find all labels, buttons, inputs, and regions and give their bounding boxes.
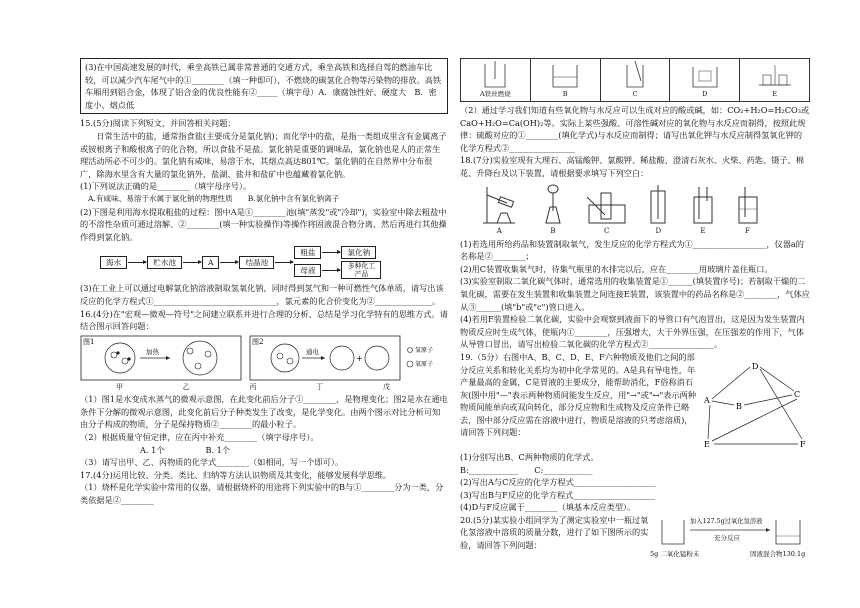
q20-add-label: 加入127.5g过氧化氢溶液 xyxy=(690,517,763,525)
flow-arrow xyxy=(322,252,340,253)
q19-relation-diagram xyxy=(702,361,810,451)
q19-1-blanks: B:____________ C:____________ xyxy=(460,464,593,475)
q15-heading: 15.(5分)阅读下列短文，并回答相关问题： xyxy=(80,118,236,129)
q15-3: (3)在工业上可以通过电解氯化钠溶液制取氢氧化钠，同时得到氢气和一种可燃性气体单质，请写出该反应的化学方程式①______________________________，氯元素的化合价变化为②______________。 xyxy=(80,283,444,306)
q20-figure xyxy=(650,514,810,558)
flow-arrow xyxy=(183,262,201,263)
node-a: A xyxy=(704,395,710,405)
flow-reservoir: 贮水池 xyxy=(147,256,182,269)
node-f: F xyxy=(800,439,806,449)
experiment-c-label: C xyxy=(632,90,638,99)
apparatus-f xyxy=(733,183,763,238)
name-wu: 戊 xyxy=(383,382,390,391)
apparatus-d xyxy=(643,183,673,238)
legend-oxygen: 氧原子 xyxy=(415,360,434,368)
q19-1: (1)分别写出B、C两种物质的化学式。 xyxy=(460,451,599,462)
experiment-a-label: A铁丝燃烧 xyxy=(480,90,511,99)
q18-2: (2)用C装置收集氧气时，待集气瓶里的水排完以后，应在________用玻璃片盖住瓶口。 xyxy=(460,263,773,274)
q16-1: （1）图1是水变成水蒸气的微观示意图，在此变化前后分子①________，是物理变化；图2是水在通电条件下分解的微观示意图，此变化前后分子种类发生了改变，是化学变化。由两个图示对比分析可知由分子构成的物质，分子是保持物质②________的最小粒子。 xyxy=(80,394,448,430)
flow-nacl: 氯化钠 xyxy=(341,246,376,259)
fig2-label: 图2 xyxy=(252,337,264,346)
left-column xyxy=(80,58,448,507)
q20-mixture-label: 固液混合物130.1g xyxy=(750,549,806,558)
right-column xyxy=(460,58,810,558)
q14-3-text: (3)在中国高速发展的时代，乘坐高铁已属非常普通的交通方式，乘坐高铁和选择自驾的燃油车比较，可以减少汽车尾气中的①________（填一种即可），不燃烧的碳氢化合物等污染物的排放。高铁车厢用到铝合金，体现了铝合金的优良性能有②_____（填字母）A．康腐蚀性好、硬度大 B．密度小、熔点低 xyxy=(85,62,442,110)
q20-section xyxy=(460,514,810,558)
q16-heading: 16.(4分)在"宏观—微观—符号"之间建立联系并进行合理的分析、总结是学习化学特有的思维方式。请结合图示回答问题： xyxy=(80,308,448,332)
apparatus-d-label: D xyxy=(655,226,662,235)
q16-3: （3）请写出甲、乙、丙物质的化学式________（如相同，写一个即可）。 xyxy=(80,457,344,468)
apparatus-row xyxy=(470,182,770,238)
heat-label: 加热 xyxy=(146,347,159,356)
node-e: E xyxy=(704,439,710,449)
q19-4: (4)D与F反应属于________（填基本反应类型）。 xyxy=(460,502,636,513)
q18-3: (3)实验室制取二氧化碳气体时，通常选用的收集装置是①______(填装置序号)；若制取干燥的二氧化碳，需要在发生装置和收集装置之间连接E装置，该装置中的药品名称是②________，气体应从③______(填"b"或"c")管口进入。 xyxy=(460,276,810,312)
fig1-label: 图1 xyxy=(83,337,95,346)
name-ding: 丁 xyxy=(316,382,324,391)
q20-react-label: 充分反应 xyxy=(714,533,740,542)
q14-3-box xyxy=(80,58,448,114)
node-b: B xyxy=(736,401,742,411)
q15-passage: 日常生活中的盐，通常指食盐(主要成分是氯化钠)；而化学中的盐，是指一类组成里含有金属离子或铵根离子和酸根离子的化合物，所以食盐不是盐。氯化钠是重要的调味品，氯化钠也是人的正常生理活动所必不可少的。氯化钠有咸味，易溶于水，其熔点高达801℃。氯化钠的在自然界中分布很广，除海水里含有大量的氯化钠外，盐湖、盐井和盐矿中也蕴藏着氯化钠。 xyxy=(80,130,447,179)
name-bing: 丙 xyxy=(249,382,257,391)
molecule-diagram xyxy=(80,334,448,384)
experiment-b-label: B xyxy=(562,90,568,99)
experiment-e-label: E xyxy=(772,90,777,99)
q18-1: (1)若选用所给药品和装置制取氧气，发生反应的化学方程式为①__________________，仪器a的名称是②________； xyxy=(460,238,804,262)
node-c: C xyxy=(794,389,801,399)
beaker-experiments-strip xyxy=(460,58,810,102)
experiment-a xyxy=(461,59,531,101)
q17-heading: 17.(4分)运用比较、分类、类比、归纳等方法认识物质及其变化，能够发展科学思维。 xyxy=(80,469,392,480)
flow-arrow xyxy=(220,262,238,263)
q19-2: (2)写出A与C反应的化学方程式____________________ xyxy=(460,477,656,488)
flow-seawater: 海水 xyxy=(100,256,127,269)
q16-2: （2）根据质量守恒定律，应在丙中补充________（填字母序号）。 xyxy=(80,432,319,443)
apparatus-a-label: A xyxy=(496,226,502,235)
apparatus-c-label: C xyxy=(603,226,610,235)
flow-arrow xyxy=(322,270,340,271)
apparatus-f-label: F xyxy=(745,226,751,235)
q20-mno2-label: 5g 二氧化锰粉末 xyxy=(650,549,700,558)
q18-4: (4)若用F装置检验二氧化碳，实验中会观察到液面下的导管口有气泡冒出，这是因为发生装置内物质反应时生成气体，使瓶内①________，压强增大，大于外界压强，在压强差的作用下，气体从导管口冒出，请写出检验二氧化碳的化学方程式②________________。 xyxy=(460,314,805,350)
apparatus-b-label: B xyxy=(550,226,556,235)
experiment-d-label: D xyxy=(702,90,708,99)
q16-figure xyxy=(80,334,448,384)
q19-section xyxy=(460,351,810,451)
q17-2: （2）通过学习我们知道有些氧化物与水反应可以生成对应的酸或碱，如：CO₂+H₂O=H₂CO₃或CaO+H₂O=Ca(OH)₂等。实际上某些强酸、可溶性碱对应的氧化物与水反应而制得，按照此规律：硫酸对应的①________(填化学式)与水反应而制得；请写出氧化钾与水反应制得氢氧化钾的化学方程式②________________ xyxy=(460,105,810,153)
electrolysis-label: 通电 xyxy=(306,347,319,356)
name-yi: 乙 xyxy=(182,382,190,391)
experiment-c xyxy=(601,59,671,101)
node-d: D xyxy=(752,361,759,371)
q19-3: (3)写出B与F反应的化学方程式____________________ xyxy=(460,489,656,500)
q15-2: (2)下图是利用海水提取粗盐的过程：图中A是①________池(填"蒸发"或"冷却")，实验室中除去粗盐中的不溶性杂质可通过溶解、②________(填一种实验操作)等操作将固液混合物分离，然后再进行其他操作得到氯化钠。 xyxy=(80,206,447,242)
apparatus-a xyxy=(477,183,521,238)
flow-arrow xyxy=(275,262,293,263)
apparatus-e xyxy=(688,183,718,238)
flow-arrow xyxy=(128,262,146,263)
q16-2-options: A. 1个 B. 1个 xyxy=(140,444,231,455)
experiment-e xyxy=(740,59,809,101)
flow-mother-liquor: 母液 xyxy=(294,264,321,277)
salt-flow-diagram xyxy=(100,246,448,279)
plus-sign: + xyxy=(356,353,363,363)
apparatus-c xyxy=(585,183,629,238)
q19-heading: 19.（5分）右图中A、B、C、D、E、F六种物质及他们之间的部分反应关系和转化关系均为初中化学常见的。A是具有导电性，年产量最高的金属，C是胃液的主要成分，能帮助消化，F俗称消石灰(图中用"—"表示两种物质间能发生反应，用"→"或"↔"表示两种物质间能单向或双向转化，部分反应物和生成物及反应条件已略去，图中部分反应需在溶液中进行，物质是溶液的只考虑溶质)，请回答下列问题： xyxy=(460,351,697,438)
experiment-d xyxy=(670,59,740,101)
legend-hydrogen: 氢原子 xyxy=(415,346,434,354)
q15-1: (1)下列说法正确的是________（填字母序号）。 xyxy=(80,181,252,192)
apparatus-b xyxy=(536,183,570,238)
name-jia: 甲 xyxy=(116,382,123,391)
experiment-b xyxy=(531,59,601,101)
flow-crystallizer: 结晶池 xyxy=(239,256,274,269)
apparatus-e-label: E xyxy=(700,226,706,235)
flow-crude-salt: 粗盐 xyxy=(294,246,321,259)
q20-heading: 20.(5分)某实验小组同学为了测定实验室中一瓶过氧化氢溶液中溶质的质量分数，进行了如下图所示的实验，请回答下列问题： xyxy=(460,514,649,551)
q17-1: （1）烧杯是化学实验中常用的仪器，请根据烧杯的用途将下列实验中的B与①________分为一类，分类依据是②________ xyxy=(80,482,444,506)
flow-a: A xyxy=(202,256,219,269)
q18-heading: 18.(7分)实验室现有大理石、高锰酸钾、氯酸钾、稀盐酸、澄清石灰水、火柴、药匙、镊子、棉花、升降台及以下装置，请根据要求填写下列空白： xyxy=(460,155,804,178)
q15-1-options: A.有咸味、易溶于水属于氯化钠的物理性质 B.氯化钠中含有氯化钠离子 xyxy=(88,193,340,203)
flow-chemicals: 多种化工产品 xyxy=(341,261,381,279)
